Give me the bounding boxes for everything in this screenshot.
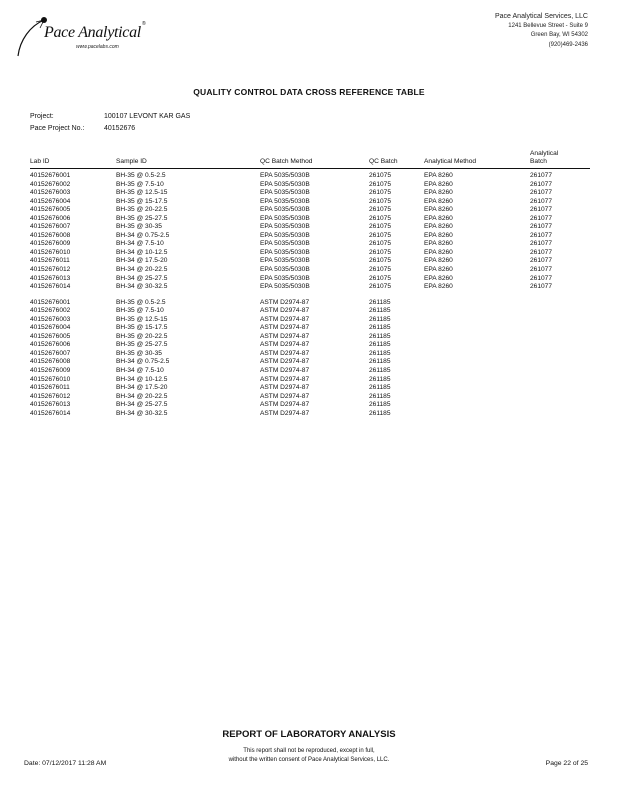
cell-lab-id: 40152676002 bbox=[30, 307, 71, 315]
table-row bbox=[30, 333, 590, 342]
cell-qc-batch-method: EPA 5035/5030B bbox=[260, 283, 310, 291]
cell-lab-id: 40152676012 bbox=[30, 266, 71, 274]
cell-qc-batch-method: EPA 5035/5030B bbox=[260, 189, 310, 197]
cell-lab-id: 40152676008 bbox=[30, 231, 71, 239]
cell-analytical-method: EPA 8260 bbox=[424, 283, 453, 291]
cell-qc-batch: 261185 bbox=[369, 324, 391, 332]
table-body bbox=[30, 169, 590, 418]
project-row bbox=[30, 111, 190, 123]
cell-qc-batch: 261075 bbox=[369, 240, 392, 248]
table-row bbox=[30, 232, 590, 241]
disclaimer-line-2: without the written consent of Pace Analytical Services, LLC. bbox=[228, 757, 390, 763]
table-row bbox=[30, 358, 590, 367]
cell-analytical-batch: 261077 bbox=[530, 197, 553, 205]
cell-qc-batch: 261075 bbox=[369, 206, 392, 214]
cell-analytical-batch: 261077 bbox=[530, 223, 553, 231]
company-address-block bbox=[495, 12, 588, 50]
cell-sample-id: BH-35 @ 12.5-15 bbox=[116, 189, 168, 197]
cell-analytical-method: EPA 8260 bbox=[424, 248, 453, 256]
table-row bbox=[30, 223, 590, 232]
cell-qc-batch-method: EPA 5035/5030B bbox=[260, 248, 310, 256]
cell-qc-batch: 261075 bbox=[369, 172, 392, 179]
cell-qc-batch: 261185 bbox=[369, 375, 391, 383]
table-row bbox=[30, 172, 590, 181]
cell-qc-batch: 261185 bbox=[369, 298, 391, 306]
cell-analytical-method: EPA 8260 bbox=[424, 172, 453, 179]
header-sample-id: Sample ID bbox=[116, 158, 147, 165]
cell-qc-batch-method: EPA 5035/5030B bbox=[260, 206, 310, 214]
cell-sample-id: BH-34 @ 0.75-2.5 bbox=[116, 358, 170, 366]
cell-qc-batch-method: ASTM D2974-87 bbox=[260, 392, 310, 400]
cell-sample-id: BH-35 @ 25-27.5 bbox=[116, 341, 168, 349]
cell-lab-id: 40152676008 bbox=[30, 358, 71, 366]
cell-lab-id: 40152676014 bbox=[30, 283, 71, 291]
header-analytical-batch-line1: Analytical bbox=[530, 150, 559, 157]
cell-lab-id: 40152676004 bbox=[30, 324, 71, 332]
cell-lab-id: 40152676011 bbox=[30, 257, 70, 265]
cell-qc-batch: 261185 bbox=[369, 332, 391, 340]
table-row bbox=[30, 316, 590, 325]
pace-logo bbox=[14, 10, 144, 62]
cell-analytical-method: EPA 8260 bbox=[424, 206, 453, 214]
cell-qc-batch: 261185 bbox=[369, 315, 391, 323]
cell-sample-id: BH-34 @ 30-32.5 bbox=[116, 409, 168, 417]
cell-qc-batch-method: EPA 5035/5030B bbox=[260, 266, 310, 274]
company-phone: (920)469-2436 bbox=[548, 41, 588, 48]
table-row bbox=[30, 257, 590, 266]
company-name: Pace Analytical Services, LLC bbox=[495, 13, 588, 20]
cell-lab-id: 40152676010 bbox=[30, 375, 71, 383]
cell-sample-id: BH-34 @ 17.5-20 bbox=[116, 257, 168, 265]
cell-qc-batch-method: ASTM D2974-87 bbox=[260, 401, 310, 409]
cell-qc-batch-method: ASTM D2974-87 bbox=[260, 307, 310, 315]
cell-analytical-batch: 261077 bbox=[530, 283, 553, 291]
cell-sample-id: BH-34 @ 17.5-20 bbox=[116, 384, 168, 392]
cell-sample-id: BH-34 @ 20-22.5 bbox=[116, 266, 168, 274]
cell-qc-batch: 261075 bbox=[369, 180, 392, 188]
cell-sample-id: BH-35 @ 0.5-2.5 bbox=[116, 172, 166, 179]
table-row bbox=[30, 206, 590, 215]
cell-qc-batch: 261185 bbox=[369, 384, 391, 392]
cell-analytical-batch: 261077 bbox=[530, 206, 553, 214]
cell-qc-batch: 261075 bbox=[369, 257, 392, 265]
table-header bbox=[30, 142, 590, 169]
cell-sample-id: BH-35 @ 15-17.5 bbox=[116, 197, 168, 205]
cell-qc-batch-method: EPA 5035/5030B bbox=[260, 223, 310, 231]
cell-sample-id: BH-35 @ 12.5-15 bbox=[116, 315, 168, 323]
cell-qc-batch: 261185 bbox=[369, 392, 391, 400]
cell-qc-batch-method: EPA 5035/5030B bbox=[260, 274, 310, 282]
cell-analytical-batch: 261077 bbox=[530, 180, 553, 188]
cell-lab-id: 40152676001 bbox=[30, 172, 71, 179]
cell-sample-id: BH-34 @ 0.75-2.5 bbox=[116, 231, 170, 239]
cell-lab-id: 40152676013 bbox=[30, 401, 71, 409]
cell-lab-id: 40152676004 bbox=[30, 197, 71, 205]
cell-analytical-batch: 261077 bbox=[530, 240, 553, 248]
cell-sample-id: BH-35 @ 15-17.5 bbox=[116, 324, 168, 332]
table-row bbox=[30, 266, 590, 275]
cell-sample-id: BH-35 @ 30-35 bbox=[116, 349, 162, 357]
cell-qc-batch-method: EPA 5035/5030B bbox=[260, 197, 310, 205]
table-row bbox=[30, 350, 590, 359]
cell-analytical-batch: 261077 bbox=[530, 257, 553, 265]
cell-lab-id: 40152676010 bbox=[30, 248, 71, 256]
cell-qc-batch-method: EPA 5035/5030B bbox=[260, 214, 310, 222]
cell-qc-batch-method: EPA 5035/5030B bbox=[260, 240, 310, 248]
cell-analytical-method: EPA 8260 bbox=[424, 266, 453, 274]
page-number: Page 22 of 25 bbox=[545, 760, 588, 767]
report-title: REPORT OF LABORATORY ANALYSIS bbox=[222, 729, 396, 740]
cell-lab-id: 40152676002 bbox=[30, 180, 71, 188]
table-row bbox=[30, 240, 590, 249]
cell-lab-id: 40152676005 bbox=[30, 332, 71, 340]
pace-project-value: 40152676 bbox=[104, 125, 136, 132]
cell-analytical-batch: 261077 bbox=[530, 248, 553, 256]
logo-url: www.pacelabs.com bbox=[76, 44, 119, 50]
project-info bbox=[30, 111, 190, 135]
cell-qc-batch: 261185 bbox=[369, 341, 391, 349]
report-date: Date: 07/12/2017 11:28 AM bbox=[24, 760, 107, 767]
cell-qc-batch-method: ASTM D2974-87 bbox=[260, 367, 310, 375]
cell-lab-id: 40152676011 bbox=[30, 384, 70, 392]
cell-qc-batch: 261185 bbox=[369, 367, 391, 375]
cell-qc-batch-method: EPA 5035/5030B bbox=[260, 180, 310, 188]
cell-qc-batch-method: EPA 5035/5030B bbox=[260, 231, 310, 239]
table-row bbox=[30, 341, 590, 350]
cell-qc-batch: 261075 bbox=[369, 274, 392, 282]
cell-analytical-method: EPA 8260 bbox=[424, 180, 453, 188]
cell-analytical-method: EPA 8260 bbox=[424, 257, 453, 265]
cell-sample-id: BH-35 @ 30-35 bbox=[116, 223, 162, 231]
qc-cross-reference-table bbox=[30, 142, 590, 418]
cell-sample-id: BH-34 @ 30-32.5 bbox=[116, 283, 168, 291]
company-street: 1241 Bellevue Street - Suite 9 bbox=[508, 22, 588, 29]
cell-lab-id: 40152676003 bbox=[30, 315, 71, 323]
cell-sample-id: BH-35 @ 20-22.5 bbox=[116, 332, 168, 340]
project-value: 100107 LEVONT KAR GAS bbox=[104, 113, 191, 120]
cell-qc-batch: 261075 bbox=[369, 248, 392, 256]
cell-analytical-method: EPA 8260 bbox=[424, 274, 453, 282]
table-row bbox=[30, 299, 590, 308]
cell-qc-batch: 261075 bbox=[369, 197, 392, 205]
table-row bbox=[30, 324, 590, 333]
cell-sample-id: BH-34 @ 10-12.5 bbox=[116, 248, 168, 256]
header-analytical-batch bbox=[530, 150, 558, 166]
header-analytical-batch-line2: Batch bbox=[530, 158, 547, 165]
cell-sample-id: BH-34 @ 10-12.5 bbox=[116, 375, 168, 383]
cell-qc-batch: 261185 bbox=[369, 307, 391, 315]
cell-analytical-method: EPA 8260 bbox=[424, 231, 453, 239]
group-spacer bbox=[30, 292, 590, 299]
cell-sample-id: BH-35 @ 7.5-10 bbox=[116, 307, 164, 315]
cell-analytical-batch: 261077 bbox=[530, 231, 553, 239]
cell-lab-id: 40152676003 bbox=[30, 189, 71, 197]
cell-analytical-batch: 261077 bbox=[530, 274, 553, 282]
table-row bbox=[30, 181, 590, 190]
cell-qc-batch-method: ASTM D2974-87 bbox=[260, 349, 310, 357]
cell-sample-id: BH-35 @ 0.5-2.5 bbox=[116, 298, 166, 306]
cell-qc-batch-method: ASTM D2974-87 bbox=[260, 375, 310, 383]
document-title: QUALITY CONTROL DATA CROSS REFERENCE TABLE bbox=[193, 87, 425, 97]
cell-analytical-method: EPA 8260 bbox=[424, 189, 453, 197]
logo-wordmark: Pace Analytical bbox=[44, 24, 141, 41]
logo-registered-mark: ® bbox=[142, 21, 146, 27]
cell-analytical-batch: 261077 bbox=[530, 266, 553, 274]
table-row bbox=[30, 215, 590, 224]
cell-qc-batch-method: ASTM D2974-87 bbox=[260, 315, 310, 323]
cell-lab-id: 40152676009 bbox=[30, 367, 71, 375]
project-label: Project: bbox=[30, 113, 54, 120]
cell-lab-id: 40152676014 bbox=[30, 409, 71, 417]
header-qc-batch: QC Batch bbox=[369, 158, 398, 165]
cell-analytical-method: EPA 8260 bbox=[424, 214, 453, 222]
cell-lab-id: 40152676006 bbox=[30, 214, 71, 222]
table-row bbox=[30, 384, 590, 393]
cell-analytical-method: EPA 8260 bbox=[424, 197, 453, 205]
cell-sample-id: BH-35 @ 25-27.5 bbox=[116, 214, 168, 222]
cell-analytical-batch: 261077 bbox=[530, 189, 553, 197]
cell-qc-batch-method: ASTM D2974-87 bbox=[260, 332, 310, 340]
cell-qc-batch-method: ASTM D2974-87 bbox=[260, 384, 310, 392]
cell-analytical-method: EPA 8260 bbox=[424, 240, 453, 248]
cell-qc-batch: 261075 bbox=[369, 189, 392, 197]
cell-qc-batch: 261185 bbox=[369, 409, 391, 417]
cell-qc-batch-method: ASTM D2974-87 bbox=[260, 324, 310, 332]
table-row bbox=[30, 376, 590, 385]
cell-sample-id: BH-34 @ 7.5-10 bbox=[116, 367, 164, 375]
cell-qc-batch-method: ASTM D2974-87 bbox=[260, 409, 310, 417]
cell-lab-id: 40152676007 bbox=[30, 223, 71, 231]
cell-analytical-batch: 261077 bbox=[530, 214, 553, 222]
cell-lab-id: 40152676001 bbox=[30, 298, 71, 306]
cell-lab-id: 40152676013 bbox=[30, 274, 71, 282]
cell-lab-id: 40152676007 bbox=[30, 349, 71, 357]
cell-qc-batch: 261075 bbox=[369, 283, 392, 291]
pace-project-label: Pace Project No.: bbox=[30, 125, 85, 132]
cell-qc-batch-method: ASTM D2974-87 bbox=[260, 298, 310, 306]
cell-sample-id: BH-35 @ 20-22.5 bbox=[116, 206, 168, 214]
table-row bbox=[30, 307, 590, 316]
pace-project-row bbox=[30, 123, 190, 135]
cell-qc-batch: 261075 bbox=[369, 266, 392, 274]
header-lab-id: Lab ID bbox=[30, 158, 50, 165]
cell-lab-id: 40152676006 bbox=[30, 341, 71, 349]
cell-sample-id: BH-35 @ 7.5-10 bbox=[116, 180, 164, 188]
cell-lab-id: 40152676005 bbox=[30, 206, 71, 214]
cell-qc-batch: 261185 bbox=[369, 349, 391, 357]
cell-lab-id: 40152676009 bbox=[30, 240, 71, 248]
table-row bbox=[30, 275, 590, 284]
cell-qc-batch-method: ASTM D2974-87 bbox=[260, 341, 310, 349]
cell-analytical-batch: 261077 bbox=[530, 172, 553, 179]
table-row bbox=[30, 367, 590, 376]
cell-sample-id: BH-34 @ 25-27.5 bbox=[116, 401, 168, 409]
header-analytical-method: Analytical Method bbox=[424, 158, 477, 165]
cell-lab-id: 40152676012 bbox=[30, 392, 71, 400]
cell-qc-batch-method: EPA 5035/5030B bbox=[260, 257, 310, 265]
cell-analytical-method: EPA 8260 bbox=[424, 223, 453, 231]
cell-qc-batch: 261185 bbox=[369, 358, 391, 366]
table-row bbox=[30, 393, 590, 402]
table-row bbox=[30, 283, 590, 292]
disclaimer-line-1: This report shall not be reproduced, except in full, bbox=[243, 748, 375, 754]
cell-qc-batch: 261185 bbox=[369, 401, 391, 409]
cell-sample-id: BH-34 @ 25-27.5 bbox=[116, 274, 168, 282]
cell-qc-batch: 261075 bbox=[369, 231, 392, 239]
cell-qc-batch-method: ASTM D2974-87 bbox=[260, 358, 310, 366]
cell-sample-id: BH-34 @ 7.5-10 bbox=[116, 240, 164, 248]
table-row bbox=[30, 189, 590, 198]
table-row bbox=[30, 198, 590, 207]
cell-qc-batch-method: EPA 5035/5030B bbox=[260, 172, 310, 179]
cell-qc-batch: 261075 bbox=[369, 223, 392, 231]
company-city: Green Bay, WI 54302 bbox=[530, 32, 588, 38]
table-row bbox=[30, 401, 590, 410]
header-qc-batch-method: QC Batch Method bbox=[260, 158, 313, 165]
table-row bbox=[30, 249, 590, 258]
table-row bbox=[30, 410, 590, 419]
cell-sample-id: BH-34 @ 20-22.5 bbox=[116, 392, 168, 400]
cell-qc-batch: 261075 bbox=[369, 214, 392, 222]
